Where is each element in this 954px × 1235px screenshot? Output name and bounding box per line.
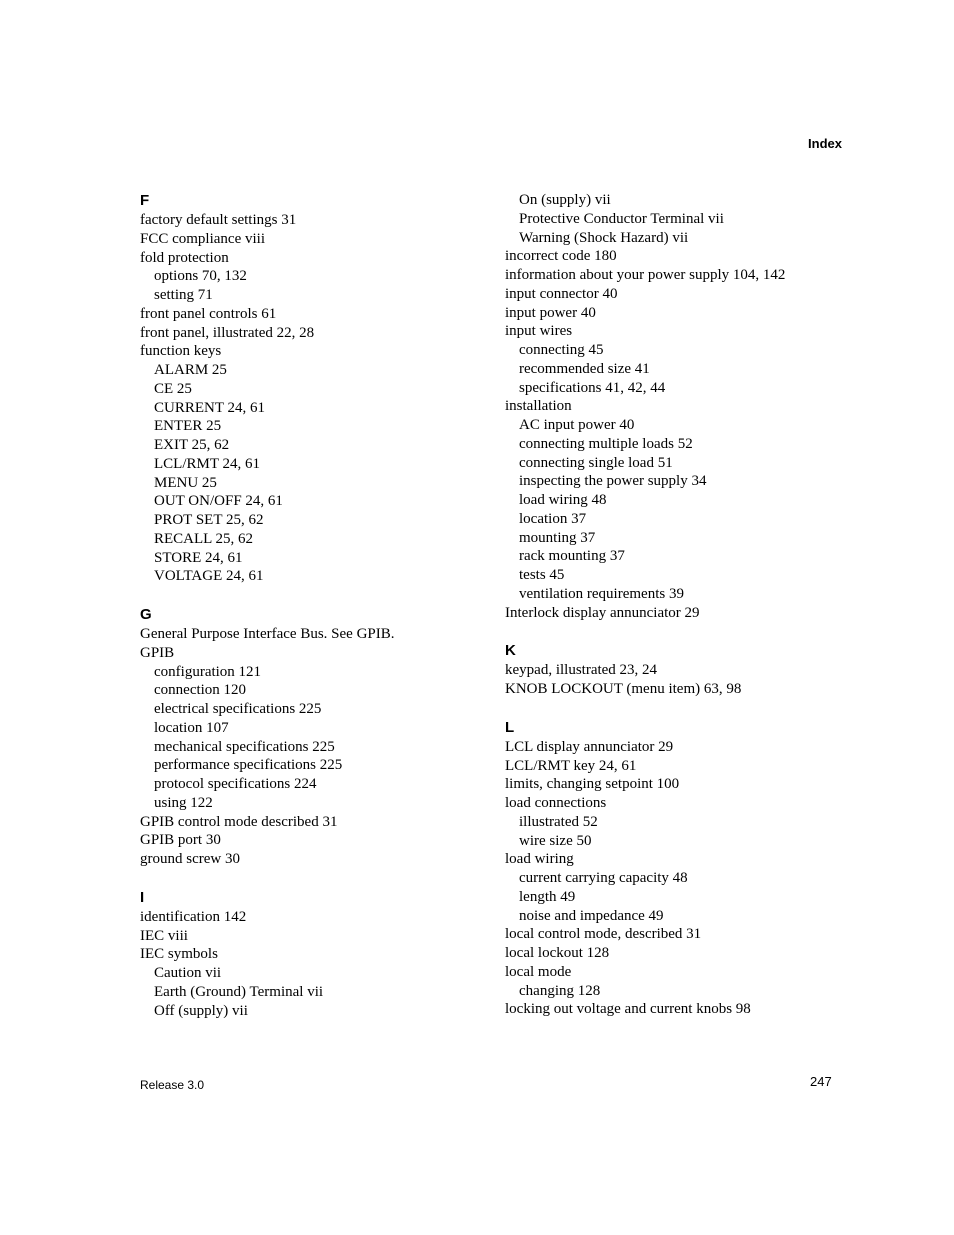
index-entry: input connector 40 — [505, 285, 618, 302]
index-subentry: LCL/RMT 24, 61 — [154, 455, 260, 472]
index-entry: incorrect code 180 — [505, 248, 617, 265]
index-column-left — [140, 190, 480, 1020]
page-header-title: Index — [808, 136, 842, 151]
footer-release: Release 3.0 — [140, 1078, 205, 1092]
index-subentry: rack mounting 37 — [519, 548, 625, 565]
index-subentry: wire size 50 — [519, 832, 592, 849]
index-subentry: CURRENT 24, 61 — [154, 399, 265, 416]
index-entry: Interlock display annunciator 29 — [505, 604, 700, 621]
index-section — [505, 640, 845, 699]
index-subentry: protocol specifications 224 — [154, 776, 317, 792]
index-entry: LCL/RMT key 24, 61 — [505, 757, 637, 774]
index-subentry: AC input power 40 — [519, 417, 635, 433]
index-subentry: connecting 45 — [519, 342, 604, 358]
index-section — [505, 191, 845, 622]
index-entry: GPIB — [140, 644, 175, 661]
index-subentry: setting 71 — [154, 287, 213, 303]
index-subentry: Caution vii — [154, 965, 222, 981]
index-section — [505, 717, 845, 1019]
index-subentry: configuration 121 — [154, 663, 262, 680]
index-subentry: MENU 25 — [154, 474, 217, 491]
page-number: 247 — [810, 1074, 832, 1089]
index-subentry: length 49 — [519, 888, 576, 905]
index-subentry: load wiring 48 — [519, 492, 607, 508]
index-subentry: changing 128 — [519, 982, 601, 999]
index-subentry: Earth (Ground) Terminal vii — [154, 983, 324, 1000]
index-entry: local lockout 128 — [505, 945, 610, 961]
index-section — [140, 887, 480, 1021]
index-subentry: ENTER 25 — [154, 418, 222, 435]
index-subentry: ventilation requirements 39 — [519, 585, 684, 602]
index-subentry: tests 45 — [519, 567, 565, 583]
index-entry: limits, changing setpoint 100 — [505, 776, 680, 793]
index-entry: General Purpose Interface Bus. See GPIB. — [140, 626, 395, 642]
section-letter: K — [505, 642, 516, 660]
index-section — [140, 604, 480, 869]
index-entry: GPIB port 30 — [140, 832, 221, 849]
index-subentry: options 70, 132 — [154, 268, 247, 285]
index-subentry: location 37 — [519, 510, 587, 527]
index-entry: front panel, illustrated 22, 28 — [140, 324, 315, 341]
index-entry: keypad, illustrated 23, 24 — [505, 662, 658, 679]
index-subentry: Off (supply) vii — [154, 1002, 248, 1019]
index-entry: installation — [505, 398, 572, 415]
index-subentry: STORE 24, 61 — [154, 549, 243, 566]
index-entry: identification 142 — [140, 908, 247, 925]
index-subentry: CE 25 — [154, 380, 192, 397]
index-subentry: RECALL 25, 62 — [154, 530, 254, 547]
index-subentry: recommended size 41 — [519, 360, 650, 377]
index-subentry: location 107 — [154, 719, 229, 736]
index-entry: local mode — [505, 963, 572, 980]
index-entry: IEC viii — [140, 927, 188, 944]
section-letter: G — [140, 606, 152, 623]
index-entry: LCL display annunciator 29 — [505, 738, 674, 755]
index-entry: factory default settings 31 — [140, 212, 297, 228]
index-subentry: ALARM 25 — [154, 362, 227, 378]
section-letter: I — [140, 888, 145, 906]
index-subentry: Protective Conductor Terminal vii — [519, 210, 724, 227]
index-entry: ground screw 30 — [140, 851, 240, 867]
index-subentry: performance specifications 225 — [154, 757, 343, 774]
index-subentry: connecting multiple loads 52 — [519, 435, 693, 452]
index-subentry: On (supply) vii — [519, 192, 611, 208]
index-entry: locking out voltage and current knobs 98 — [505, 1001, 751, 1018]
index-entry: load wiring — [505, 851, 574, 868]
index-subentry: electrical specifications 225 — [154, 701, 322, 717]
index-subentry: noise and impedance 49 — [519, 907, 664, 924]
index-subentry: inspecting the power supply 34 — [519, 473, 707, 490]
index-subentry: using 122 — [154, 794, 213, 811]
index-section — [140, 190, 480, 586]
index-entry: FCC compliance viii — [140, 230, 265, 247]
index-entry: IEC symbols — [140, 946, 218, 963]
index-subentry: PROT SET 25, 62 — [154, 512, 264, 528]
index-column-right — [505, 191, 845, 1019]
index-entry: input wires — [505, 323, 573, 340]
index-subentry: connection 120 — [154, 682, 247, 699]
index-entry: KNOB LOCKOUT (menu item) 63, 98 — [505, 681, 742, 697]
index-subentry: EXIT 25, 62 — [154, 437, 230, 453]
index-entry: information about your power supply 104, 142 — [505, 267, 786, 283]
index-subentry: VOLTAGE 24, 61 — [154, 568, 264, 585]
index-subentry: mounting 37 — [519, 529, 596, 546]
index-entry: function keys — [140, 343, 222, 360]
section-letter: F — [140, 192, 150, 209]
index-subentry: connecting single load 51 — [519, 454, 673, 471]
index-entry: load connections — [505, 795, 607, 811]
index-entry: front panel controls 61 — [140, 305, 277, 322]
index-entry: local control mode, described 31 — [505, 926, 702, 943]
section-letter: L — [505, 718, 515, 736]
index-subentry: illustrated 52 — [519, 813, 598, 830]
index-subentry: current carrying capacity 48 — [519, 870, 688, 886]
index-subentry: mechanical specifications 225 — [154, 738, 335, 755]
index-subentry: OUT ON/OFF 24, 61 — [154, 493, 283, 510]
index-entry: fold protection — [140, 249, 229, 266]
index-subentry: Warning (Shock Hazard) vii — [519, 229, 689, 246]
index-entry: GPIB control mode described 31 — [140, 813, 338, 830]
index-subentry: specifications 41, 42, 44 — [519, 379, 666, 396]
index-entry: input power 40 — [505, 304, 596, 321]
